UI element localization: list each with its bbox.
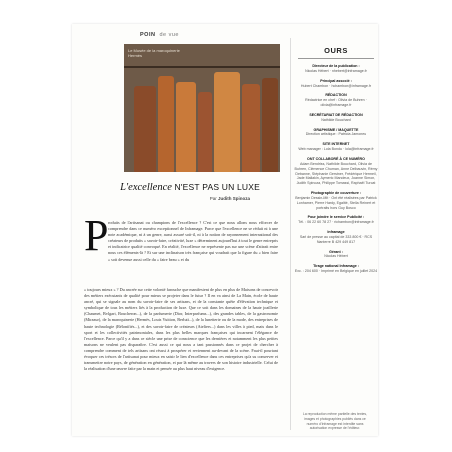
running-header-brand: POIN	[140, 32, 156, 38]
masthead-block	[294, 191, 378, 210]
masthead-value: Benjamin Dessin-Mit · Ont été réalisées par Patrick Lonhamer, Pierre Hardy, Egalité, Stella Reinert et portraits hors Guy Bosco	[295, 195, 377, 210]
masthead-heading: OURS	[324, 46, 348, 55]
masthead-label: Inframage	[327, 230, 345, 235]
masthead-label: Pour joindre le service Publicité :	[307, 215, 365, 220]
masthead-label: Directeur de la publication :	[312, 64, 360, 68]
masthead-block	[294, 142, 378, 152]
masthead-label: GRAPHISME / MAQUETTE	[313, 127, 359, 132]
article-first-paragraph: roduits de l'artisanat ou champions de l'excellence ? C'est ce que nous allons nous efforcer de comprendre dans ce numéro exceptionnel de Inframage. Parce que l'excellence ne se réduit ni à une note académique, ni à un genre, aussi assuré soit-il, ni à la notion de rayonnement international des créateurs de produits « savoir-faire, créativité, luxe » déterminent aujourd'hui à tout le genre entrepris et indicatrice qualité convoqué. En réalité, l'excellence ne représente pas sur une scène d'attrait entre nous ces éléments-là ? Et sur une inclinaison très française qui voudrait que la figure du « bien faire » soit devenue aussi celle du « faire beau » et du	[108, 220, 278, 262]
drop-cap: P	[84, 211, 109, 260]
masthead-block	[294, 113, 378, 123]
byline-author: Judith Spinoza	[218, 196, 250, 201]
masthead-value: Exc. : 204 600 · Imprimé en Belgique en juillet 2024	[294, 269, 378, 274]
masthead-block	[294, 93, 378, 108]
masthead-value: Web manager : Lola Bondu · lola@inframage.fr	[298, 147, 374, 152]
masthead-value: Tél. : 06 22 60 78 27 · richambon@inframage.fr	[298, 220, 374, 225]
byline	[100, 196, 250, 201]
masthead-block	[294, 215, 378, 225]
photo-caption: Le Musée de la maroquinerie Hermès	[128, 48, 180, 59]
running-header-tail: de vue	[159, 32, 179, 38]
masthead-label: Photographie de couverture :	[310, 191, 362, 196]
byline-prefix: Par	[209, 196, 217, 201]
masthead-block	[294, 250, 378, 260]
article-title	[100, 182, 260, 193]
magazine-page	[72, 24, 378, 436]
masthead-value: Adam Bendriss, Nathilde Bouchard, Olivia de Buhren, Clémence Chuman, Anne Delbauvin, Rémy Debanne, Stéphanie Gerstner, Frédérique Hermeil, Jade Mallakin, Aymeric Mandeux, Joanne Simon, Judith Spinoza, Philippe Tomassi, Raphaël Turcat	[294, 161, 378, 186]
masthead-value: Rédactrice en chef : Olivia de Buhren · olivia@inframage.fr	[305, 98, 367, 108]
cover-photo	[124, 44, 280, 172]
masthead-label: RÉDACTION	[325, 93, 347, 98]
masthead-label: Gérant :	[329, 249, 343, 254]
masthead-block	[294, 128, 378, 138]
article-column	[72, 24, 280, 436]
article-body: « toujours mieux » ? Du ancrée sur cette volonté farouche que manifestent de plus en plus de Maisons de concevoir des métiers exécutants de qualité pour mieux se projeter dans le futur ? Il en va ainsi de La Main, école de haute ancré, qui se signale au nom du savoir-faire de ses artisans, et de la constante quête d'élévation technique et symbolique de tous les métiers liés à la production de luxe. Que ce soit dans les domaines de la haute joaillerie (Chaumet, Bvlgari, Boucheron...), de la parfumerie (Dior, Interparfums...), des grandes tables, de la gastronomie (Mirazur), de la maroquinerie (Hermès, Louis Vuitton, Berluti...), de la lunetterie ou de la mode, des entreprises de haute technologie (Rélonifiés...), et des savoir-faire de créateurs (Ateliers...) dans les villes à pied, mais dans le sport et les collectivités patrimoniales, dans les plus belles marques françaises qui incarnent l'élégance de l'excellence. Parce qu'il y a dans ce siècle une prise de conscience que les dernières et notamment les plus petites maisons ne veulent pas disparaître. C'est aussi ce qui nous a tant passionnés dans ce projet de chercher à comprendre comment de tels artisans ont réussi à prospérer et reviennent au-devant de la scène. Faut-il pourtant évoquer ces trésors de l'artisanat pour mieux en saisir le lien d'excellence dans ces entreprises qu'a su conserver et transmettre notre pays, de génération en génération, et par là même au travers de son histoire industrielle. Celui de la réalisation d'une œuvre faite par la main et pensée au plus haut niveau d'exigence.	[84, 287, 278, 372]
masthead-label: SECRÉTARIAT DE RÉDACTION	[309, 112, 363, 117]
masthead-value: Direction artistique : Patricia Jamoneu	[305, 132, 367, 137]
masthead-value: Nicolas Hébert · nhebert@inframage.fr	[305, 68, 367, 73]
masthead-block	[294, 157, 378, 186]
title-italic: L'excellence	[120, 182, 172, 193]
masthead-rule	[298, 58, 374, 59]
masthead-column	[290, 24, 378, 436]
masthead-block	[294, 79, 378, 89]
masthead-block	[294, 230, 378, 245]
masthead-value: Nathilde Bouchard	[321, 117, 351, 122]
column-divider	[290, 38, 291, 430]
masthead-label: Principal associé :	[320, 78, 352, 83]
reproduction-note: La reproduction même partielle des textes, images et photographies publiés dans ce numéro d'Inframage est interdite sans autorisation expresse de l'éditeur.	[302, 412, 368, 431]
running-header	[140, 32, 179, 38]
masthead-list	[294, 64, 378, 279]
masthead-block	[294, 264, 378, 274]
masthead-label: ONT COLLABORÉ À CE NUMÉRO	[307, 156, 365, 161]
title-caps: N'EST PAS UN LUXE	[174, 182, 260, 192]
masthead-value: Nicolas Hébert	[324, 254, 348, 259]
masthead-value: Hubert Chambon · hchambon@inframage.fr	[300, 83, 372, 88]
masthead-label: SITE INTERNET	[322, 142, 350, 147]
masthead-value: Sarl de presse au capital de 333 800 € · RCS Nanterre B 429 449 817	[299, 234, 373, 244]
masthead-block	[294, 64, 378, 74]
masthead-label: Tirage national Inframage :	[313, 264, 359, 269]
